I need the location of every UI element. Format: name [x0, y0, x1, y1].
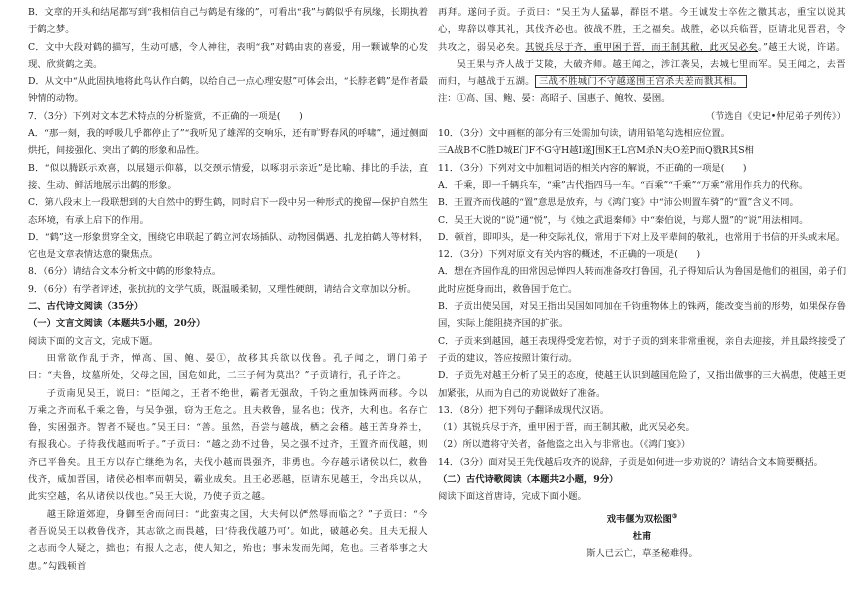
section-heading: 二、古代诗文阅读（35分）: [28, 301, 144, 313]
passage-text: 吴王果与齐人战于艾陵，大破齐师。越王闻之，涉江袭吴，去城七里而军。吴王闻之，去晋而归，与越战于五湖。: [438, 58, 846, 88]
question-option: A．想在齐国作乱的田常因忌惮四人转而准备攻打鲁国，孔子得知后认为鲁国是他们的祖国，弟子们此时应挺身而出，救鲁国于危亡。: [438, 266, 846, 295]
passage-paragraph: [438, 4, 846, 56]
question-option: C．子贡来到越国，越王表现得受宠若惊，对于子贡的到来非常重视，亲自去迎接，并且最终接受了子贡的建议，答应按照计策行动。: [438, 335, 846, 364]
question-9: 9．（6分）有学者评述，张抗抗的文学气质，既温暖柔韧，又理性硬朗，请结合文章加以分析。: [28, 283, 417, 295]
question-10-options: 三A战B不C胜D城E门F不G守H越I遂J围K王L宫M杀N夫O差P而Q戮R其S相: [438, 145, 754, 157]
source-citation: （节选自《史记•仲尼弟子列传》）: [705, 110, 846, 122]
passage-paragraph: 子贡南见吴王，说曰：“臣闻之，王者不绝世，霸者无强敌，千钧之重加铢两而移。今以万乘之齐而私千乘之鲁，与吴争强，窃为王危之。且夫救鲁，显名也；伐齐，大利也。名存亡鲁，实困强齐。智者不疑也。”吴王曰：“善。虽然，吾尝与越战，栖之会稽。越王苦身养士，有报我心。子待我伐越而听子。”子贡曰：“越之劲不过鲁，吴之强不过齐，王置齐而伐越，则齐已平鲁矣。且王方以存亡继绝为名，夫伐小越而畏强齐，非勇也。今存越示诸侯以仁，救鲁伐齐，威加晋国，诸侯必相率而朝吴，霸业成矣。且王必恶越，臣请东见越王，令出兵以从，此实空越，名从诸侯以伐也。”吴王大说，乃使子贡之越。: [28, 387, 428, 503]
translation-item: （2）所以遣将守关者，备他盗之出入与非常也。（《鸿门宴》）: [438, 439, 691, 451]
question-13: 13．（8分）把下列句子翻译成现代汉语。: [438, 404, 610, 416]
question-option: D．从文中“从此固执地将此鸟认作白鹤，以给自己一点心理安慰”可体会出，“长脖老鹤”是作者最钟情的动物。: [28, 76, 428, 105]
passage-text: 。”越王大说，许诺。: [758, 41, 846, 53]
question-option: A．“那一刻，我的呼吸几乎都停止了”“我听见了雄浑的交响乐，还有旷野春风的呼啸”，通过侧面烘托，间接强化、突出了鹤的形象和品性。: [28, 128, 428, 157]
question-option: C．第八段末上一段联想到的大自然中的野生鹤，同时启下一段中另一种形式的挽留—保护自然生态环境，有承上启下的作用。: [28, 197, 428, 226]
question-option: B．王置齐而伐越的“置”意思是放弃，与《鸿门宴》中“沛公则置车骑”的“置”含义不同。: [438, 197, 799, 209]
question-option: B．“似以腾跃示欢喜，以展翅示仰慕，以交颈示情爱，以啄羽示亲近”是比喻、排比的手法，直接、生动、鲜活地展示出鹤的形象。: [28, 162, 428, 191]
poem-author: 杜甫: [632, 531, 652, 542]
question-option: B．文章的开头和结尾都写到“我相信自己与鹤是有缘的”，可看出“我”与鹤似乎有夙缘，长期执着于鹤之梦。: [28, 7, 428, 36]
question-option: C．文中大段对鹤的描写，生动可感，令人神往，表明“我”对鹤由衷的喜爱，用一颗诚挚的心发现、欣赏鹤之美。: [28, 41, 428, 70]
passage-paragraph: 越王除道郊迎，身御至舍而问曰：“此蛮夷之国，大夫何以俨然辱而临之？”子贡曰：“今者吾说吴王以救鲁伐齐，其志欲之而畏越，曰‘待我伐越乃可’。如此，破越必矣。且夫无报人之志而令人疑之，拙也；有报人之志，使人知之，殆也；事未发而先闻，危也。三者举事之大患。”勾践顿首: [28, 508, 428, 572]
instruction-text: 阅读下面这首唐诗，完成下面小题。: [438, 491, 587, 503]
question-option: D．顿首，即叩头，是一种交际礼仪，常用于下对上及平辈间的敬礼，也常用于书信的开头或末尾。: [438, 231, 846, 243]
translation-item: （1）其锐兵尽于齐，重甲困于晋，而王制其敝，此灭吴必矣。: [438, 422, 695, 434]
question-12: 12．（3分）下列对原文有关内容的概述，不正确的一项是( ): [438, 249, 701, 261]
question-8: 8．（6分）请结合文本分析文中鹤的形象特点。: [28, 266, 222, 278]
framed-sentence: 三战不胜城门不守越遂围王宫杀夫差而戮其相。: [535, 75, 747, 88]
poem-title: [438, 508, 846, 528]
underlined-sentence: 其锐兵尽于齐，重甲困于晋，而王制其敝，此灭吴必矣: [525, 41, 759, 53]
subsection-heading: （二）古代诗歌阅读（本题共2小题，9分）: [438, 474, 619, 486]
subsection-heading: （一）文言文阅读（本题共5小题，20分）: [28, 318, 206, 330]
passage-paragraph: 田常欲作乱于齐，惮高、国、鲍、晏①，故移其兵欲以伐鲁。孔子闻之，谓门弟子曰：“夫鲁，坟墓所处，父母之国，国危如此，二三子何为莫出？”子贡请行，孔子许之。: [28, 352, 428, 382]
question-14: 14．（3分）面对吴王先伐越后攻齐的说辞，子贡是如何进一步劝说的？请结合文本简要概括。: [438, 456, 823, 468]
question-10: 10．（3分）文中画框的部分有三处需加句读，请用铅笔勾选相应位置。: [438, 128, 731, 140]
passage-text: 再拜。遂问子贡。子贡曰：“吴王为人猛暴，群臣不堪。今王诚发士卒佐之徼其志，重宝以说其心，卑辞以尊其礼，其伐齐必也。彼战不胜，王之福矣。战胜，必以兵临晋，臣请北见晋君，令共攻之，弱吴必矣。: [438, 7, 846, 53]
poem-title-text: 戏韦偃为双松图: [606, 513, 672, 525]
question-option: D．子贡先对越王分析了吴王的态度，使越王认识到越国危险了，又指出做事的三大祸患，使越王更加紧张，从而为自己的劝说做好了准备。: [438, 370, 846, 399]
question-option: C．吴王大说的“说”通“悦”，与《烛之武退秦师》中“秦伯说，与郑人盟”的“说”用法相同。: [438, 214, 809, 226]
instruction-text: 阅读下面的文言文，完成下题。: [28, 335, 159, 347]
poem-line: 斯人已云亡，草圣秘难得。: [586, 548, 698, 560]
right-column: [438, 4, 846, 563]
question-option: A．千乘，即一千辆兵车，“乘”古代指四马一车。“百乘”“千乘”“万乘”常用作兵力的代称。: [438, 179, 809, 191]
question-option: B．子贡出使吴国，对吴王指出吴国如同加在千钧重物体上的铢两，能改变当前的形势，如果保存鲁国，实际上能阻挠齐国的扩张。: [438, 301, 846, 330]
question-11: 11．（3分）下列对文中加粗词语的相关内容的解说，不正确的一项是( ): [438, 162, 747, 174]
passage-paragraph: [438, 56, 846, 91]
question-7: 7．（3分）下列对文本艺术特点的分析鉴赏，不正确的一项是( ): [28, 110, 303, 122]
left-column: [28, 4, 428, 575]
annotation-note: 注：①高、国、鲍、晏：高昭子、国惠子、鲍牧、晏圉。: [438, 93, 671, 105]
footnote-marker: ③: [671, 512, 678, 520]
question-option: D．“鹤”这一形象贯穿全文，围绕它串联起了鹤立河农场插队、动物园偶遇、扎龙拍鹤人等材料，它也是文章表情达意的聚焦点。: [28, 231, 428, 261]
